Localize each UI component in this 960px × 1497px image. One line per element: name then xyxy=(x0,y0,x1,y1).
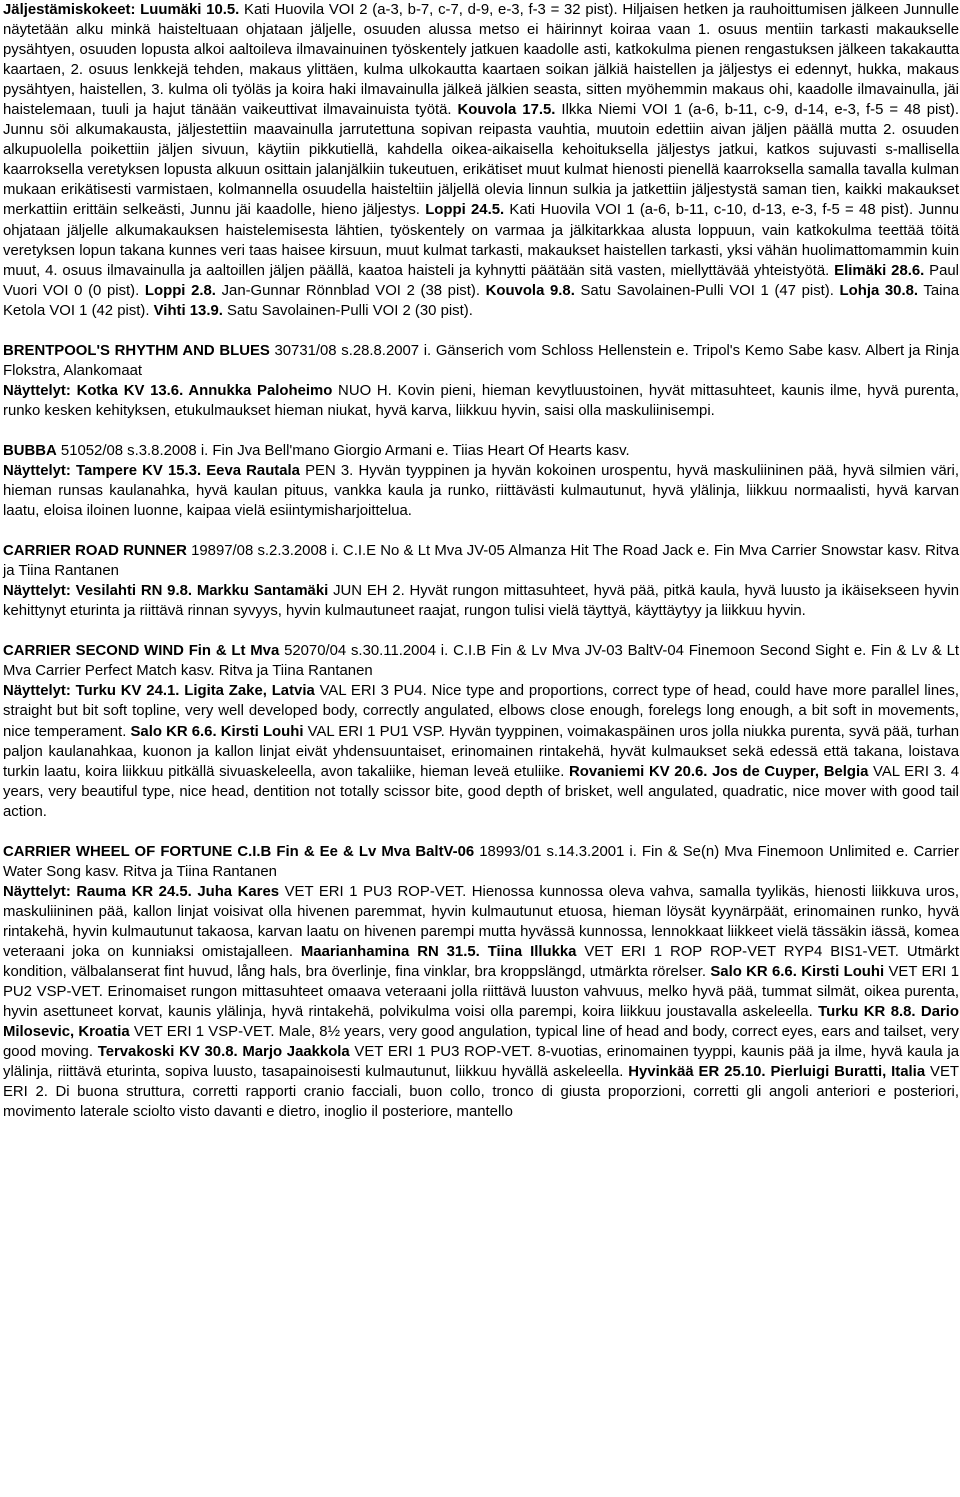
bold-text-run: BRENTPOOL'S RHYTHM AND BLUES xyxy=(3,342,270,359)
text-run: 52070/04 s.30.11.2004 i. C.I.B Fin & Lv Mva JV-03 BaltV-04 Finemoon Second Sight e. Fin & Lv & Lt Mva Carrier Perfect Match kasv. Ritva ja Tiina Rantanen xyxy=(3,643,960,680)
bold-text-run: Näyttelyt: Kotka KV 13.6. Annukka Paloheimo xyxy=(3,382,333,399)
paragraph-carrier-road-runner xyxy=(3,541,959,621)
paragraph-gap xyxy=(3,621,959,641)
bold-text-run: Salo KR 6.6. Kirsti Louhi xyxy=(710,964,885,981)
bold-text-run: Tervakoski KV 30.8. Marjo Jaakkola xyxy=(97,1044,350,1061)
bold-text-run: Loppi 24.5. xyxy=(425,202,505,219)
text-run: 19897/08 s.2.3.2008 i. C.I.E No & Lt Mva JV-05 Almanza Hit The Road Jack e. Fin Mva Carrier Snowstar kasv. Ritva ja Tiina Rantanen xyxy=(3,543,960,580)
text-run: JUN EH 2. Hyvät rungon mittasuhteet, hyvä pää, pitkä kaula, hyvä luusto ja ikäisekseen hyvin kehittynyt eturinta ja riittävä rinnan syvyys, hyvin kulmautuneet raajat, rungon tulisi vielä täyttyä, käyttäytyy ja liikkuu hyvin. xyxy=(3,583,959,620)
bold-text-run: Maarianhamina RN 31.5. Tiina Illukka xyxy=(300,943,577,960)
text-run: VET ERI 1 PU3 ROP-VET. Hienossa kunnossa oleva vahva, samalla tyylikäs, hienosti liikkuva uros, maskuliininen pää, kallon linjat voisivat olla hivenen paremmat, hyvin kulmautunut etuosa, hieman löysät kyynärpäät, erinomainen runko, hyvä rintakehä, hyvin kulmautunut takaosa, karvan laatu on hivenen parempi mutta hyvässä kunnossa, lennokkaat liikkeet vielä tässäkin iässä, komea veteraani joka on kunniaksi omistajalleen. xyxy=(3,883,959,960)
bold-text-run: Kouvola 9.8. xyxy=(485,282,575,299)
paragraph-gap xyxy=(3,421,959,441)
bold-text-run: Hyvinkää ER 25.10. Pierluigi Buratti, Italia xyxy=(628,1064,926,1081)
text-run: VET ERI 1 VSP-VET. Male, 8½ years, very good angulation, typical line of head and body, correct eyes, ears and tailset, very good moving. xyxy=(3,1024,959,1061)
text-run: VET ERI 1 ROP ROP-VET RYP4 BIS1-VET. Utmärkt kondition, välbalanserat fint huvud, lång hals, bra överlinje, fina vinklar, bra kroppslängd, utmärkta rörelser. xyxy=(3,943,959,981)
bold-text-run: Salo KR 6.6. Kirsti Louhi xyxy=(130,723,304,740)
paragraph-brentpools-rhythm-and-blues xyxy=(3,341,959,421)
text-run: Satu Savolainen-Pulli VOI 1 (47 pist). xyxy=(574,282,840,299)
text-run: VAL ERI 3 PU4. Nice type and proportions, correct type of head, could have more parallel lines, straight but bit soft topline, very well developed body, correctly angulated, elbows close enough, forelegs long enough, a bit soft in movements, nice temperament. xyxy=(3,683,959,740)
bold-text-run: Loppi 2.8. xyxy=(144,282,216,299)
text-run: Kati Huovila VOI 1 (a-6, b-11, c-10, d-13, e-3, f-5 = 48 pist). Junnu ohjataan jäljelle alkumakauksen haistelemisesta lähtien, työskentely on varmaa ja jälkitarkkaa alusta loppuun, vain katkokulma teettää töitä veretyksen lopun takana kunnes veri taas haisee kirsuun, muut kulmat tarkasti, makaukset haistellen tarkasti, yksi vähän huolimattomammin kuin muut, 4. osuus ilmavainulla ja aaltoillen jäljen päällä, kaatoa haisteli ja kyhnytti päätään sitä vasten, miellyttävää yhteistyötä. xyxy=(3,202,960,279)
paragraph-gap xyxy=(3,822,959,842)
text-run: Paul Vuori VOI 0 (0 pist). xyxy=(3,262,959,299)
bold-text-run: Näyttelyt: Tampere KV 15.3. Eeva Rautala xyxy=(3,462,300,479)
text-run: Jan-Gunnar Rönnblad VOI 2 (38 pist). xyxy=(215,282,486,299)
paragraph-gap xyxy=(3,321,959,341)
text-run: NUO H. Kovin pieni, hieman kevytluustoinen, hyvät mittasuhteet, kaunis ilme, hyvä purenta, runko kesken kehityksen, etukulmaukset hieman niukat, hyvä karva, liikkuu hyvin, saisi olla maskuliinisempi. xyxy=(3,382,959,419)
bold-text-run: Näyttelyt: Vesilahti RN 9.8. Markku Santamäki xyxy=(3,583,329,600)
bold-text-run: Rovaniemi KV 20.6. Jos de Cuyper, Belgia xyxy=(569,763,869,780)
text-run: 51052/08 s.3.8.2008 i. Fin Jva Bell'mano Giorgio Armani e. Tiias Heart Of Hearts kasv. xyxy=(56,442,630,459)
text-run: Taina Ketola VOI 1 (42 pist). xyxy=(3,282,960,319)
text-run: PEN 3. Hyvän tyyppinen ja hyvän kokoinen urospentu, hyvä maskuliininen pää, hyvä silmien väri, hieman runsas kaulanahka, hyvä kaulan pituus, vankka kaula ja runko, riittävästi kulmautunut, hyvä ylälinja, liikkuu normaalisti, hyvä karvan laatu, eloisa iloinen luonne, kaipaa vielä esiintymisharjoittelua. xyxy=(3,462,959,520)
text-run: Kati Huovila VOI 2 (a-3, b-7, c-7, d-9, e-3, f-3 = 32 pist). Hiljaisen hetken ja rauhoittumisen jälkeen Junnulle näytetään alku minkä haisteltuaan ohjataan jäljelle, osuuden alussa metso ei häirinnyt koiraa vaan 1. osuus mentiin tarkasti makaukselle pysähtyen, osuuden lopusta alkoi aaltoileva ilmavainuinen työskentely jatkuen kaadolle asti, katkokulma pienen rengastuksen jälkeen takakautta kaartaen, 2. osuus lenkkejä tehden, makaus ylittäen, kulma ulkokautta kaartaen soikan jälkiä haistellen ja jäljestys ei edennyt, hukka, makaus pysähtyen, haistellen, 3. kulma oli työläs ja koira haki ilmavainulla jälkeä jälkien seasta, sitten myöhemmin makaus ohi, kaadolle ilmavainulla, jäi haistelemaan, tuuli ja hajut tänään vaikeuttivat ilmavainuista työtä. xyxy=(3,2,960,119)
paragraph-tracking-results xyxy=(3,0,959,321)
paragraph-carrier-wheel-of-fortune xyxy=(3,842,959,1123)
text-run: Ilkka Niemi VOI 1 (a-6, b-11, c-9, d-14, e-3, f-5 = 48 pist). Junnu söi alkumakausta, jäljestettiin maavainulla jarrutettuna sopivan reipasta vauhtia, muutoin edettiin aivan jäljen päällä mutta 2. osuuden alkupuolella poikettiin jäljen sivuun, käytiin pikkutiellä, kahdella oikea-aikaisella kehoituksella jäljestys jatkui, katkos sujuvasti s-mallisella kaarroksella veretyksen lopusta alkuun osittain jalanjälkiin tukeutuen, erikätiset muut kulmat hienosti pienellä kaarroksella samalla tavalla kulman mukaan erikätisesti varmistaen, kolmannella osuudella haisteltiin jäljellä olevia linnun sulkia ja jatkettiin jäljestystä saman tien, kaikki makaukset merkattiin erittäin selkeästi, Junnu jäi kaadolle, hieno jäljestys. xyxy=(3,102,959,219)
paragraph-bubba xyxy=(3,441,959,521)
text-run: Satu Savolainen-Pulli VOI 2 (30 pist). xyxy=(222,302,473,319)
text-run: VET ERI 1 PU2 VSP-VET. Erinomaiset rungon mittasuhteet omaava veteraani jolla riittävä luuston vahvuus, melko hyvä pää, tummat silmät, oikea purenta, hyvin asettuneet korvat, kaunis ylälinja, hyvä rintakehä, polvikulma voisi olla parempi, koira liikkuu joustavalla askeleella. xyxy=(3,964,959,1021)
bold-text-run: Näyttelyt: Rauma KR 24.5. Juha Kares xyxy=(3,883,280,900)
text-run: VAL ERI 3. 4 years, very beautiful type, nice head, dentition not totally scissor bite, good depth of brisket, well angulated, quadratic, nice mover with good tail action. xyxy=(3,763,960,820)
text-run: VAL ERI 1 PU1 VSP. Hyvän tyyppinen, voimakaspäinen uros jolla niukka purenta, syvä pää, turhan paljon kaulanahkaa, kuonon ja kallon linjat eivät yhdensuuntaiset, erinomainen rintakehä, hyvät kulmaukset sekä edessä että takana, loistava turkin laatu, koira liikkuu pitkällä sivuaskeleella, avon takaliike, hieman leveä etuliike. xyxy=(3,723,959,780)
text-run: 18993/01 s.14.3.2001 i. Fin & Se(n) Mva Finemoon Unlimited e. Carrier Water Song kasv. Ritva ja Tiina Rantanen xyxy=(3,843,959,880)
bold-text-run: CARRIER ROAD RUNNER xyxy=(3,543,187,560)
bold-text-run: Kouvola 17.5. xyxy=(457,102,556,119)
bold-text-run: Lohja 30.8. xyxy=(839,282,919,299)
bold-text-run: CARRIER WHEEL OF FORTUNE C.I.B Fin & Ee & Lv Mva BaltV-06 xyxy=(3,843,475,860)
text-run: VET ERI 2. Di buona struttura, corretti rapporti cranio facciali, buon collo, tronco di giusta proporzioni, corretti gli angoli anteriori e posteriori, movimento laterale sciolto visto davanti e dietro, inoglio il posteriore, mantello xyxy=(3,1064,959,1121)
bold-text-run: Turku KR 8.8. Dario Milosevic, Kroatia xyxy=(3,1004,959,1041)
text-run: 30731/08 s.28.8.2007 i. Gänserich vom Schloss Hellenstein e. Tripol's Kemo Sabe kasv. Albert ja Rinja Flokstra, Alankomaat xyxy=(3,342,959,379)
bold-text-run: Vihti 13.9. xyxy=(153,302,223,319)
bold-text-run: Elimäki 28.6. xyxy=(834,262,925,279)
text-run: VET ERI 1 PU3 ROP-VET. 8-vuotias, erinomainen tyyppi, kaunis pää ja ilme, hyvä kaula ja ylälinja, riittävä eturinta, sopiva luusto, tasapainoisesti kulmautunut, liikkuu hyvällä askeleella. xyxy=(3,1044,959,1081)
bold-text-run: Jäljestämiskokeet: Luumäki 10.5. xyxy=(3,2,240,18)
bold-text-run: BUBBA xyxy=(3,442,57,459)
bold-text-run: CARRIER SECOND WIND Fin & Lt Mva xyxy=(3,643,280,660)
paragraph-gap xyxy=(3,521,959,541)
paragraph-carrier-second-wind xyxy=(3,641,959,821)
bold-text-run: Näyttelyt: Turku KV 24.1. Ligita Zake, Latvia xyxy=(3,683,315,700)
